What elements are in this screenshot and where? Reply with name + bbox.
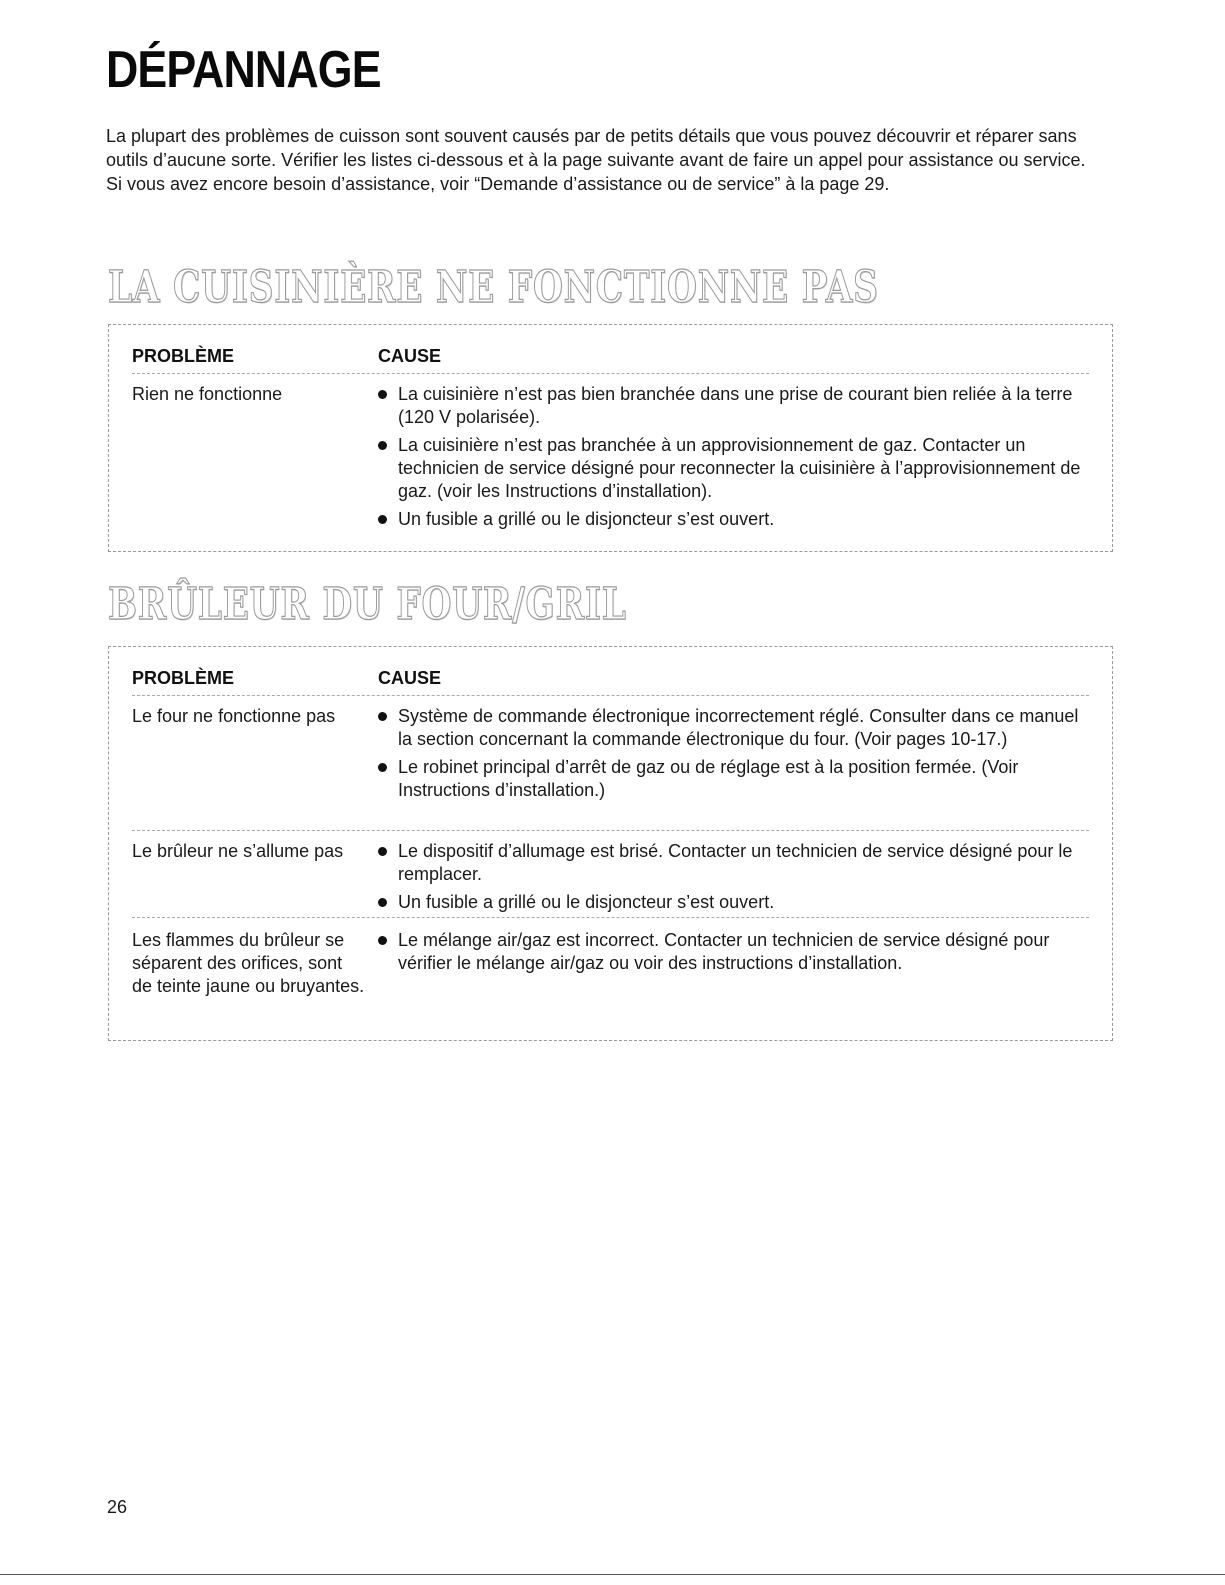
troubleshooting-table-range: [108, 324, 1113, 552]
column-header-cause: CAUSE: [378, 346, 442, 366]
cause-item: [378, 383, 1090, 429]
section-heading-oven-broil-burner: BRÛLEUR DU FOUR/GRIL: [108, 579, 627, 630]
troubleshooting-table-oven: [108, 646, 1113, 1041]
column-header-problem: PROBLÈME: [132, 668, 235, 688]
cause-item: [378, 891, 1090, 914]
column-header-cause: CAUSE: [378, 668, 442, 688]
cause-list: [378, 840, 1090, 919]
bottom-border: [0, 1574, 1225, 1575]
bullet-icon: [378, 390, 387, 399]
bullet-icon: [378, 441, 387, 450]
problem-text: Rien ne fonctionne: [132, 384, 283, 404]
cause-item: [378, 840, 1090, 886]
column-header-problem: PROBLÈME: [132, 346, 235, 366]
cause-item: [378, 929, 1090, 975]
cause-item: [378, 705, 1090, 751]
cause-list: [378, 705, 1090, 807]
cause-text: Un fusible a grillé ou le disjoncteur s’est ouvert.: [398, 509, 775, 529]
cause-text: La cuisinière n’est pas bien branchée dans une prise de courant bien reliée à la terre (120 V polarisée).: [398, 384, 1073, 427]
page-title: DÉPANNAGE: [106, 41, 381, 99]
cause-text: Le mélange air/gaz est incorrect. Contacter un technicien de service désigné pour vérifier le mélange air/gaz ou voir des instructions d’installation.: [398, 930, 1050, 973]
row-divider: [132, 830, 1089, 831]
cause-item: [378, 508, 1090, 531]
cause-text: Un fusible a grillé ou le disjoncteur s’est ouvert.: [398, 892, 775, 912]
cause-item: [378, 434, 1090, 503]
cause-text: La cuisinière n’est pas branchée à un approvisionnement de gaz. Contacter un technicien de service désigné pour reconnecter la cuisinière à l’approvisionnement de gaz. (voir les Instructions d’installation).: [398, 435, 1081, 501]
cause-text: Le robinet principal d’arrêt de gaz ou de réglage est à la position fermée. (Voir Instructions d’installation.): [398, 757, 1019, 800]
cause-list: [378, 929, 1090, 980]
page-number: 26: [107, 1497, 128, 1517]
cause-item: [378, 756, 1090, 802]
header-divider: [132, 695, 1089, 696]
bullet-icon: [378, 763, 387, 772]
intro-paragraph: La plupart des problèmes de cuisson sont souvent causés par de petits détails que vous pouvez découvrir et réparer sans outils d’aucune sorte. Vérifier les listes ci-dessous et à la page suivante avant de faire un appel pour assistance ou service. Si vous avez encore besoin d’assistance, voir “Demande d’assistance ou de service” à la page 29.: [106, 126, 1086, 194]
cause-list: [378, 383, 1090, 536]
bullet-icon: [378, 936, 387, 945]
bullet-icon: [378, 847, 387, 856]
bullet-icon: [378, 898, 387, 907]
row-divider: [132, 917, 1089, 918]
problem-text: Le four ne fonctionne pas: [132, 706, 336, 726]
bullet-icon: [378, 515, 387, 524]
bullet-icon: [378, 712, 387, 721]
cause-text: Système de commande électronique incorrectement réglé. Consulter dans ce manuel la section concernant la commande électronique du four. (Voir pages 10-17.): [398, 706, 1079, 749]
problem-text: Les flammes du brûleur se séparent des orifices, sont de teinte jaune ou bruyantes.: [132, 930, 365, 996]
cause-text: Le dispositif d’allumage est brisé. Contacter un technicien de service désigné pour le remplacer.: [398, 841, 1073, 884]
section-heading-range-not-working: LA CUISINIÈRE NE FONCTIONNE PAS: [108, 262, 879, 313]
problem-text: Le brûleur ne s’allume pas: [132, 841, 344, 861]
header-divider: [132, 373, 1089, 374]
